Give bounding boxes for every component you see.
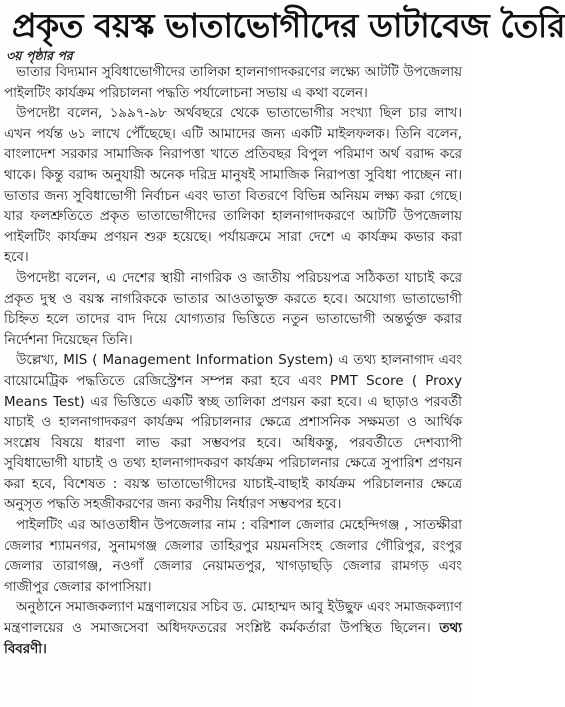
paragraph-attendees (4, 598, 462, 660)
headline: প্রকৃত বয়স্ক ভাতাভোগীদের ডাটাবেজ তৈরি (12, 6, 565, 45)
article-body (0, 63, 466, 660)
paragraph-pilot-upazilas: পাইলটিং এর আওতাধীন উপজেলার নাম : বরিশাল জেলার মেহেন্দিগঞ্জ , সাতক্ষীরা জেলার শ্যামনগর, সুনামগঞ্জ জেলার তাহিরপুর ময়মনসিংহ জেলার গৌরিপুর, রংপুর জেলার তারাগঞ্জ, নওগাঁ জেলার নেয়ামতপুর, খাগড়াছড়ি জেলার রামগড় এবং গাজীপুর জেলার কাপাসিয়া। (4, 518, 462, 595)
paragraph-advisor-statistics: উপদেষ্টা বলেন, ১৯৯৭-৯৮ অর্থবছরে থেকে ভাতাভোগীর সংখ্যা ছিল চার লাখ। এখন পর্যন্ত ৬১ লাখে পৌঁছেছে। এটি আমাদের জন্য একটি মাইলফলক। তিনি বলেন, বাংলাদেশ সরকার সামাজিক নিরাপত্তা খাতে প্রতিবছর বিপুল পরিমাণ অর্থ বরাদ্দ করে থাকে। কিন্তু বরাদ্দ অনুযায়ী অনেক দরিদ্র মানুষই সামাজিক নিরাপত্তা সুবিধা পাচ্ছেন না। ভাতার জন্য সুবিধাভোগী নির্বাচন এবং ভাতা বিতরণে বিভিন্ন অনিয়ম লক্ষ্য করা গেছে। যার ফলশ্রুতিতে প্রকৃত ভাতাভোগীদের তালিকা হালনাগাদকরণে আটটি উপজেলায় পাইলটিং কার্যক্রম প্রণয়ন শুরু হয়েছে। পর্যায়ক্রমে সারা দেশে এ কার্যক্রম কভার করা হবে। (4, 106, 462, 266)
paragraph-advisor-directive: উপদেষ্টা বলেন, এ দেশের স্থায়ী নাগরিক ও জাতীয় পরিচয়পত্র সঠিকতা যাচাই করে প্রকৃত দুস্থ ও বয়স্ক নাগরিককে ভাতার আওতাভুক্ত করতে হবে। অযোগ্য ভাতাভোগী চিহ্নিত হলে তাদের বাদ দিয়ে যোগ্যতার ভিত্তিতে নতুন ভাতাভোগী অন্তর্ভুক্ত করার নির্দেশনা দিয়েছেন তিনি। (4, 270, 462, 348)
closing-text: অনুষ্ঠানে সমাজকল্যাণ মন্ত্রণালয়ের সচিব ড. মোহাম্মদ আবু ইউছুফ এবং সমাজকল্যাণ মন্ত্রণালয়ের ও সমাজসেবা অধিদফতরের সংশ্লিষ্ট কর্মকর্তারা উপস্থিত ছিলেন। (4, 600, 462, 637)
paragraph-intro: ভাতার বিদ্যমান সুবিধাভোগীদের তালিকা হালনাগাদকরণের লক্ষ্যে আটটি উপজেলায় পাইলটিং কার্যক্রম পরিচালনা পদ্ধতি পর্যালোচনা সভায় এ কথা বলেন। (4, 65, 462, 101)
paragraph-mis-pmt: উল্লেখ্য, MIS ( Management Information System) এ তথ্য হালনাগাদ এবং বায়োমেট্রিক পদ্ধতিতে রেজিস্ট্রেশন সম্পন্ন করা হবে এবং PMT Score ( Proxy Means Test) এর ভিত্তিতে একটি স্বচ্ছ তালিকা প্রণয়ন করা হবে। এ ছাড়াও পরবর্তী যাচাই ও হালনাগাদকরণ কার্যক্রম পরিচালনার ক্ষেত্রে প্রশাসনিক সক্ষমতা ও আর্থিক সংশ্লেষ বিষয়ে ধারণা লাভ করা সম্ভবপর হবে। অধিকন্তু, পরবর্তীতে দেশব্যাপী সুবিধাভোগী যাচাই ও তথ্য হালনাগাদকরণ কার্যক্রম পরিচালনার ক্ষেত্রে সুপারিশ প্রণয়ন করা হবে, বিশেষত : বয়স্ক ভাতাভোগীদের যাচাই-বাছাই কার্যক্রম পরিচালনার ক্ষেত্রে অনুসৃত পদ্ধতি সহজীকরণের জন্য করণীয় নির্ধারণ সম্ভবপর হবে। (4, 353, 462, 513)
continued-from-label: ৩য় পৃষ্ঠার পর (6, 48, 73, 63)
byline: তথ্য বিবরণী। (4, 621, 462, 657)
